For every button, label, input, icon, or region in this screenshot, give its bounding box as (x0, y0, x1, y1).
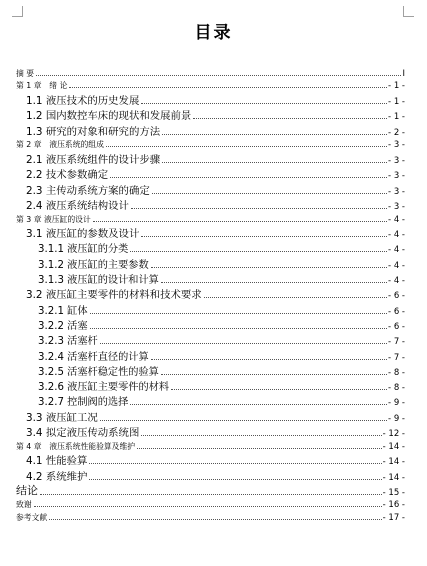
toc-entry-page: - 4 - (388, 245, 405, 256)
toc-entry-page: - 3 - (388, 171, 405, 181)
toc-leader-dots (137, 448, 382, 449)
toc-entry-label: 3.1 液压缸的参数及设计 (26, 228, 140, 240)
toc-entry-page: - 4 - (388, 260, 405, 271)
toc-entry-page: - 3 - (388, 155, 405, 166)
toc-entry-label: 3.2.6 液压缸主要零件的材料 (38, 382, 170, 394)
toc-entry-label: 1.1 液压技术的历史发展 (26, 94, 140, 107)
toc-entry-page: - 6 - (388, 291, 405, 302)
toc-entry-label: 参考文献 (16, 512, 48, 522)
toc-entry[interactable] (16, 150, 405, 166)
toc-entry-label: 3.2.4 活塞杆直径的计算 (38, 351, 149, 363)
toc-entry[interactable] (16, 138, 405, 151)
toc-entry-label: 2.2 技术参数确定 (26, 169, 109, 181)
toc-entry-label: 3.2.7 控制阀的选择 (38, 397, 129, 409)
toc-leader-dots (90, 313, 388, 314)
toc-entry-page: - 15 - (382, 487, 405, 498)
toc-entry-label: 3.3 液压缸工况 (26, 411, 98, 424)
toc-entry[interactable] (16, 483, 405, 498)
toc-entry[interactable] (16, 181, 405, 197)
toc-leader-dots (90, 328, 388, 329)
toc-entry-page: - 3 - (388, 186, 405, 197)
toc-entry-label: 3.2.1 缸体 (38, 305, 88, 317)
toc-entry[interactable] (16, 378, 405, 393)
toc-entry[interactable] (16, 498, 405, 511)
toc-entry-page: - 4 - (388, 275, 405, 286)
toc-leader-dots (100, 420, 387, 421)
toc-entry-label: 3.1.1 液压缸的分类 (38, 244, 129, 256)
toc-entry[interactable] (16, 107, 405, 123)
toc-entry-page: - 9 - (388, 413, 405, 424)
toc-entry-page: - 3 - (388, 202, 405, 212)
toc-leader-dots (161, 282, 387, 283)
toc-leader-dots (49, 519, 381, 520)
toc-entry[interactable] (16, 317, 405, 332)
toc-leader-dots (89, 479, 381, 480)
toc-leader-dots (36, 75, 401, 76)
toc-entry-page: - 1 - (388, 96, 405, 107)
toc-entry-label: 3.2.5 活塞杆稳定性的验算 (38, 366, 159, 378)
toc-leader-dots (162, 134, 387, 135)
toc-leader-dots (106, 146, 387, 147)
toc-entry-page: - 12 - (382, 429, 405, 440)
toc-entry[interactable] (16, 347, 405, 362)
toc-entry-label: 1.2 国内数控车床的现状和发展前景 (26, 110, 192, 122)
toc-entry[interactable] (16, 332, 405, 347)
toc-entry-label: 2.3 主传动系统方案的确定 (26, 184, 150, 197)
toc-entry[interactable] (16, 255, 405, 270)
toc-entry-page: - 1 - (388, 81, 405, 91)
table-of-contents (16, 66, 405, 523)
toc-entry[interactable] (16, 212, 405, 225)
toc-leader-dots (193, 118, 387, 119)
toc-entry[interactable] (16, 225, 405, 241)
page-title: 目录 (194, 23, 233, 43)
toc-entry[interactable] (16, 301, 405, 316)
toc-leader-dots (89, 463, 381, 464)
toc-leader-dots (100, 343, 387, 344)
toc-leader-dots (141, 435, 381, 436)
toc-entry-label: 3.1.3 液压缸的设计和计算 (38, 274, 159, 286)
toc-leader-dots (204, 297, 387, 298)
toc-entry-label: 摘 要 (16, 68, 35, 78)
toc-entry-page: I (402, 68, 405, 79)
toc-leader-dots (151, 267, 387, 268)
toc-leader-dots (40, 494, 382, 495)
toc-leader-dots (110, 177, 387, 178)
toc-entry-label: 4.1 性能验算 (26, 455, 88, 468)
toc-leader-dots (151, 359, 387, 360)
toc-entry[interactable] (16, 393, 405, 408)
toc-entry-page: - 7 - (388, 337, 405, 348)
toc-leader-dots (34, 506, 382, 507)
toc-entry-label: 2.1 液压系统组件的设计步骤 (26, 153, 161, 166)
toc-entry[interactable] (16, 363, 405, 378)
toc-entry[interactable] (16, 66, 405, 79)
toc-leader-dots (130, 251, 387, 252)
toc-entry-label: 3.1.2 液压缸的主要参数 (38, 259, 149, 271)
toc-leader-dots (141, 103, 387, 104)
toc-entry[interactable] (16, 91, 405, 107)
toc-entry-label: 第 3 章 液压缸的设计 (16, 214, 91, 224)
toc-entry[interactable] (16, 271, 405, 286)
toc-entry[interactable] (16, 166, 405, 182)
toc-entry-label: 第 4 章 液压系统性能验算及维护 (16, 441, 136, 451)
toc-entry-label: 3.4 拟定液压传动系统图 (26, 427, 140, 440)
toc-entry-label: 1.3 研究的对象和研究的方法 (26, 125, 161, 138)
toc-entry[interactable] (16, 122, 405, 138)
toc-leader-dots (69, 87, 387, 88)
toc-entry-page: - 7 - (388, 352, 405, 363)
toc-leader-dots (131, 208, 387, 209)
toc-leader-dots (171, 389, 387, 390)
toc-entry-page: - 8 - (388, 367, 405, 378)
toc-leader-dots (141, 236, 387, 237)
toc-entry-label: 第 2 章 液压系统的组成 (16, 140, 104, 149)
toc-entry-label: 致谢 (16, 500, 32, 510)
toc-entry-page: - 14 - (382, 441, 405, 452)
toc-entry-label: 结论 (16, 483, 38, 497)
toc-entry-label: 4.2 系统维护 (26, 470, 88, 483)
toc-leader-dots (93, 221, 387, 222)
toc-leader-dots (130, 404, 387, 405)
toc-entry-page: - 17 - (382, 512, 405, 523)
toc-entry-page: - 8 - (388, 383, 405, 394)
toc-entry-label: 3.2.3 活塞杆 (38, 336, 98, 348)
toc-entry-label: 3.2.2 活塞 (38, 320, 88, 332)
toc-entry-label: 2.4 液压系统结构设计 (26, 200, 129, 212)
toc-entry[interactable] (16, 510, 405, 523)
toc-leader-dots (161, 374, 387, 375)
toc-entry-page: - 6 - (388, 306, 405, 317)
toc-entry[interactable] (16, 197, 405, 213)
toc-entry-page: - 16 - (382, 500, 405, 511)
toc-entry[interactable] (16, 240, 405, 255)
toc-entry[interactable] (16, 79, 405, 92)
page-corner-mark-right (403, 6, 414, 17)
toc-entry-page: - 14 - (382, 457, 405, 468)
page-corner-mark-left (12, 6, 23, 17)
toc-entry-page: - 1 - (388, 112, 405, 122)
toc-entry[interactable] (16, 467, 405, 483)
toc-entry[interactable] (16, 408, 405, 424)
toc-entry-label: 第 1 章 绪 论 (16, 81, 68, 90)
toc-entry-page: - 4 - (388, 230, 405, 240)
toc-entry[interactable] (16, 286, 405, 302)
toc-entry-page: - 2 - (388, 127, 405, 138)
toc-leader-dots (162, 162, 387, 163)
toc-entry-page: - 3 - (388, 140, 405, 150)
toc-entry-page: - 6 - (388, 321, 405, 332)
toc-entry[interactable] (16, 439, 405, 452)
toc-entry[interactable] (16, 424, 405, 440)
toc-entry-page: - 14 - (382, 472, 405, 483)
toc-entry-label: 3.2 液压缸主要零件的材料和技术要求 (26, 289, 202, 302)
toc-entry[interactable] (16, 452, 405, 468)
toc-entry-page: - 4 - (388, 214, 405, 225)
toc-leader-dots (152, 193, 387, 194)
toc-entry-page: - 9 - (388, 398, 405, 409)
